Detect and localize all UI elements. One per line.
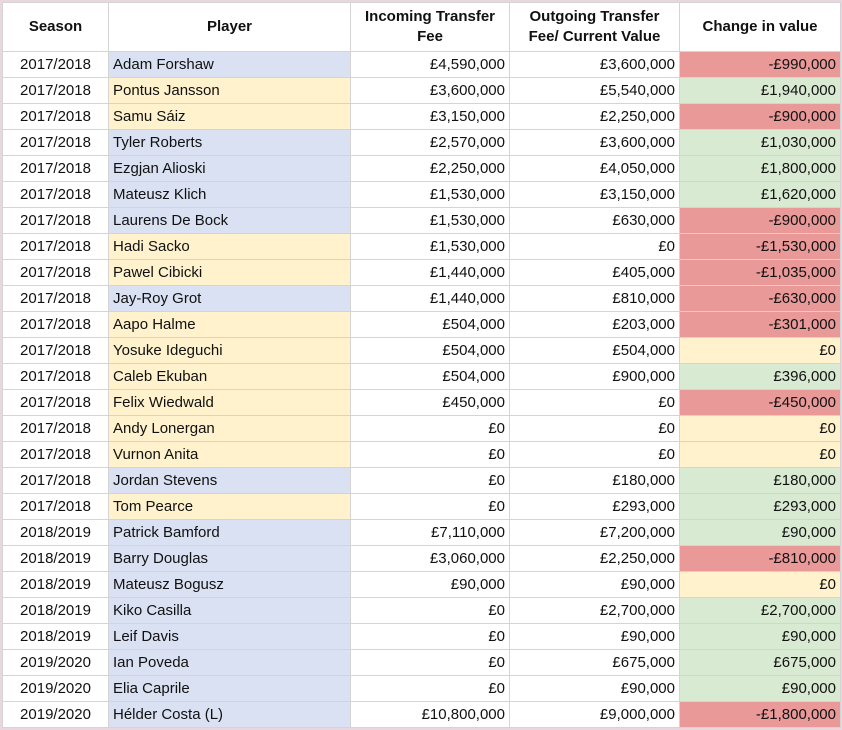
table-row xyxy=(3,364,841,390)
table-row xyxy=(3,52,841,78)
table-row xyxy=(3,494,841,520)
incoming-fee-cell[interactable]: £1,530,000 xyxy=(351,182,510,208)
table-row xyxy=(3,286,841,312)
table-row xyxy=(3,390,841,416)
header-outgoing-fee[interactable]: Outgoing Transfer Fee/ Current Value xyxy=(510,3,680,52)
incoming-fee-cell[interactable]: £1,530,000 xyxy=(351,234,510,260)
change-in-value-cell[interactable]: -£1,530,000 xyxy=(680,234,841,260)
change-in-value-cell[interactable]: £0 xyxy=(680,338,841,364)
incoming-fee-cell[interactable]: £2,570,000 xyxy=(351,130,510,156)
outgoing-fee-cell[interactable]: £7,200,000 xyxy=(510,520,680,546)
incoming-fee-cell[interactable]: £504,000 xyxy=(351,312,510,338)
season-cell[interactable]: 2017/2018 xyxy=(3,338,109,364)
incoming-fee-cell[interactable]: £2,250,000 xyxy=(351,156,510,182)
season-cell[interactable]: 2017/2018 xyxy=(3,416,109,442)
player-cell[interactable]: Tyler Roberts xyxy=(109,130,351,156)
player-cell[interactable]: Yosuke Ideguchi xyxy=(109,338,351,364)
change-in-value-cell[interactable]: -£301,000 xyxy=(680,312,841,338)
change-in-value-cell[interactable]: -£900,000 xyxy=(680,104,841,130)
table-row xyxy=(3,572,841,598)
incoming-fee-cell[interactable]: £3,600,000 xyxy=(351,78,510,104)
player-cell[interactable]: Adam Forshaw xyxy=(109,52,351,78)
incoming-fee-cell[interactable]: £0 xyxy=(351,468,510,494)
player-cell[interactable]: Pontus Jansson xyxy=(109,78,351,104)
season-cell[interactable]: 2017/2018 xyxy=(3,234,109,260)
change-in-value-cell[interactable]: -£810,000 xyxy=(680,546,841,572)
incoming-fee-cell[interactable]: £0 xyxy=(351,676,510,702)
change-in-value-cell[interactable]: £1,940,000 xyxy=(680,78,841,104)
season-cell[interactable]: 2017/2018 xyxy=(3,286,109,312)
player-cell[interactable]: Tom Pearce xyxy=(109,494,351,520)
incoming-fee-cell[interactable]: £1,440,000 xyxy=(351,286,510,312)
incoming-fee-cell[interactable]: £1,530,000 xyxy=(351,208,510,234)
table-row xyxy=(3,702,841,728)
table-row xyxy=(3,260,841,286)
player-cell[interactable]: Hadi Sacko xyxy=(109,234,351,260)
outgoing-fee-cell[interactable]: £293,000 xyxy=(510,494,680,520)
incoming-fee-cell[interactable]: £0 xyxy=(351,442,510,468)
table-row xyxy=(3,650,841,676)
header-row xyxy=(3,3,841,52)
outgoing-fee-cell[interactable]: £2,250,000 xyxy=(510,104,680,130)
table-row xyxy=(3,598,841,624)
incoming-fee-cell[interactable]: £504,000 xyxy=(351,364,510,390)
season-cell[interactable]: 2017/2018 xyxy=(3,52,109,78)
outgoing-fee-cell[interactable]: £90,000 xyxy=(510,676,680,702)
season-cell[interactable]: 2018/2019 xyxy=(3,598,109,624)
outgoing-fee-cell[interactable]: £90,000 xyxy=(510,572,680,598)
season-cell[interactable]: 2017/2018 xyxy=(3,182,109,208)
change-in-value-cell[interactable]: £0 xyxy=(680,572,841,598)
season-cell[interactable]: 2019/2020 xyxy=(3,702,109,728)
player-cell[interactable]: Vurnon Anita xyxy=(109,442,351,468)
table-row xyxy=(3,624,841,650)
change-in-value-cell[interactable]: £90,000 xyxy=(680,520,841,546)
change-in-value-cell[interactable]: £180,000 xyxy=(680,468,841,494)
change-in-value-cell[interactable]: £0 xyxy=(680,416,841,442)
season-cell[interactable]: 2019/2020 xyxy=(3,676,109,702)
season-cell[interactable]: 2017/2018 xyxy=(3,78,109,104)
table-row xyxy=(3,520,841,546)
incoming-fee-cell[interactable]: £3,150,000 xyxy=(351,104,510,130)
change-in-value-cell[interactable]: £675,000 xyxy=(680,650,841,676)
incoming-fee-cell[interactable]: £0 xyxy=(351,494,510,520)
season-cell[interactable]: 2017/2018 xyxy=(3,364,109,390)
season-cell[interactable]: 2018/2019 xyxy=(3,624,109,650)
change-in-value-cell[interactable]: -£900,000 xyxy=(680,208,841,234)
incoming-fee-cell[interactable]: £504,000 xyxy=(351,338,510,364)
player-cell[interactable]: Ezgjan Alioski xyxy=(109,156,351,182)
outgoing-fee-cell[interactable]: £3,600,000 xyxy=(510,130,680,156)
player-cell[interactable]: Laurens De Bock xyxy=(109,208,351,234)
table-body xyxy=(3,52,841,728)
change-in-value-cell[interactable]: £1,800,000 xyxy=(680,156,841,182)
outgoing-fee-cell[interactable]: £405,000 xyxy=(510,260,680,286)
outgoing-fee-cell[interactable]: £810,000 xyxy=(510,286,680,312)
outgoing-fee-cell[interactable]: £5,540,000 xyxy=(510,78,680,104)
season-cell[interactable]: 2017/2018 xyxy=(3,312,109,338)
player-cell[interactable]: Andy Lonergan xyxy=(109,416,351,442)
player-cell[interactable]: Felix Wiedwald xyxy=(109,390,351,416)
season-cell[interactable]: 2017/2018 xyxy=(3,390,109,416)
table-row xyxy=(3,234,841,260)
player-cell[interactable]: Aapo Halme xyxy=(109,312,351,338)
player-cell[interactable]: Elia Caprile xyxy=(109,676,351,702)
season-cell[interactable]: 2017/2018 xyxy=(3,130,109,156)
table-row xyxy=(3,312,841,338)
outgoing-fee-cell[interactable]: £2,700,000 xyxy=(510,598,680,624)
incoming-fee-cell[interactable]: £450,000 xyxy=(351,390,510,416)
outgoing-fee-cell[interactable]: £4,050,000 xyxy=(510,156,680,182)
spreadsheet xyxy=(2,2,840,728)
change-in-value-cell[interactable]: £0 xyxy=(680,442,841,468)
player-cell[interactable]: Kiko Casilla xyxy=(109,598,351,624)
outgoing-fee-cell[interactable]: £630,000 xyxy=(510,208,680,234)
change-in-value-cell[interactable]: £396,000 xyxy=(680,364,841,390)
header-player[interactable]: Player xyxy=(109,3,351,52)
table-row xyxy=(3,182,841,208)
player-cell[interactable]: Hélder Costa (L) xyxy=(109,702,351,728)
change-in-value-cell[interactable]: £1,620,000 xyxy=(680,182,841,208)
outgoing-fee-cell[interactable]: £0 xyxy=(510,416,680,442)
incoming-fee-cell[interactable]: £4,590,000 xyxy=(351,52,510,78)
incoming-fee-cell[interactable]: £3,060,000 xyxy=(351,546,510,572)
change-in-value-cell[interactable]: -£1,035,000 xyxy=(680,260,841,286)
player-cell[interactable]: Caleb Ekuban xyxy=(109,364,351,390)
player-cell[interactable]: Mateusz Bogusz xyxy=(109,572,351,598)
player-cell[interactable]: Jay-Roy Grot xyxy=(109,286,351,312)
incoming-fee-cell[interactable]: £10,800,000 xyxy=(351,702,510,728)
table-row xyxy=(3,676,841,702)
outgoing-fee-cell[interactable]: £180,000 xyxy=(510,468,680,494)
player-cell[interactable]: Ian Poveda xyxy=(109,650,351,676)
outgoing-fee-cell[interactable]: £3,600,000 xyxy=(510,52,680,78)
outgoing-fee-cell[interactable]: £504,000 xyxy=(510,338,680,364)
season-cell[interactable]: 2017/2018 xyxy=(3,494,109,520)
player-cell[interactable]: Barry Douglas xyxy=(109,546,351,572)
outgoing-fee-cell[interactable]: £9,000,000 xyxy=(510,702,680,728)
season-cell[interactable]: 2017/2018 xyxy=(3,156,109,182)
outgoing-fee-cell[interactable]: £0 xyxy=(510,234,680,260)
season-cell[interactable]: 2018/2019 xyxy=(3,572,109,598)
incoming-fee-cell[interactable]: £0 xyxy=(351,416,510,442)
change-in-value-cell[interactable]: £293,000 xyxy=(680,494,841,520)
incoming-fee-cell[interactable]: £0 xyxy=(351,598,510,624)
season-cell[interactable]: 2018/2019 xyxy=(3,546,109,572)
outgoing-fee-cell[interactable]: £0 xyxy=(510,442,680,468)
header-season[interactable]: Season xyxy=(3,3,109,52)
table-row xyxy=(3,468,841,494)
season-cell[interactable]: 2017/2018 xyxy=(3,104,109,130)
incoming-fee-cell[interactable]: £1,440,000 xyxy=(351,260,510,286)
change-in-value-cell[interactable]: -£630,000 xyxy=(680,286,841,312)
header-incoming-fee[interactable]: Incoming Transfer Fee xyxy=(351,3,510,52)
outgoing-fee-cell[interactable]: £90,000 xyxy=(510,624,680,650)
outgoing-fee-cell[interactable]: £203,000 xyxy=(510,312,680,338)
outgoing-fee-cell[interactable]: £3,150,000 xyxy=(510,182,680,208)
outgoing-fee-cell[interactable]: £900,000 xyxy=(510,364,680,390)
incoming-fee-cell[interactable]: £0 xyxy=(351,650,510,676)
outgoing-fee-cell[interactable]: £2,250,000 xyxy=(510,546,680,572)
table-row xyxy=(3,156,841,182)
change-in-value-cell[interactable]: £90,000 xyxy=(680,624,841,650)
table-row xyxy=(3,78,841,104)
player-cell[interactable]: Pawel Cibicki xyxy=(109,260,351,286)
incoming-fee-cell[interactable]: £0 xyxy=(351,624,510,650)
player-cell[interactable]: Leif Davis xyxy=(109,624,351,650)
table-row xyxy=(3,130,841,156)
transfer-table xyxy=(2,2,841,728)
table-row xyxy=(3,416,841,442)
change-in-value-cell[interactable]: £1,030,000 xyxy=(680,130,841,156)
change-in-value-cell[interactable]: £2,700,000 xyxy=(680,598,841,624)
player-cell[interactable]: Mateusz Klich xyxy=(109,182,351,208)
change-in-value-cell[interactable]: -£1,800,000 xyxy=(680,702,841,728)
player-cell[interactable]: Samu Sáiz xyxy=(109,104,351,130)
incoming-fee-cell[interactable]: £90,000 xyxy=(351,572,510,598)
table-row xyxy=(3,338,841,364)
incoming-fee-cell[interactable]: £7,110,000 xyxy=(351,520,510,546)
change-in-value-cell[interactable]: -£450,000 xyxy=(680,390,841,416)
player-cell[interactable]: Jordan Stevens xyxy=(109,468,351,494)
season-cell[interactable]: 2018/2019 xyxy=(3,520,109,546)
season-cell[interactable]: 2017/2018 xyxy=(3,442,109,468)
season-cell[interactable]: 2017/2018 xyxy=(3,260,109,286)
player-cell[interactable]: Patrick Bamford xyxy=(109,520,351,546)
outgoing-fee-cell[interactable]: £0 xyxy=(510,390,680,416)
table-row xyxy=(3,208,841,234)
header-change-in-value[interactable]: Change in value xyxy=(680,3,841,52)
change-in-value-cell[interactable]: £90,000 xyxy=(680,676,841,702)
table-row xyxy=(3,442,841,468)
table-row xyxy=(3,104,841,130)
season-cell[interactable]: 2019/2020 xyxy=(3,650,109,676)
table-row xyxy=(3,546,841,572)
outgoing-fee-cell[interactable]: £675,000 xyxy=(510,650,680,676)
season-cell[interactable]: 2017/2018 xyxy=(3,468,109,494)
change-in-value-cell[interactable]: -£990,000 xyxy=(680,52,841,78)
season-cell[interactable]: 2017/2018 xyxy=(3,208,109,234)
